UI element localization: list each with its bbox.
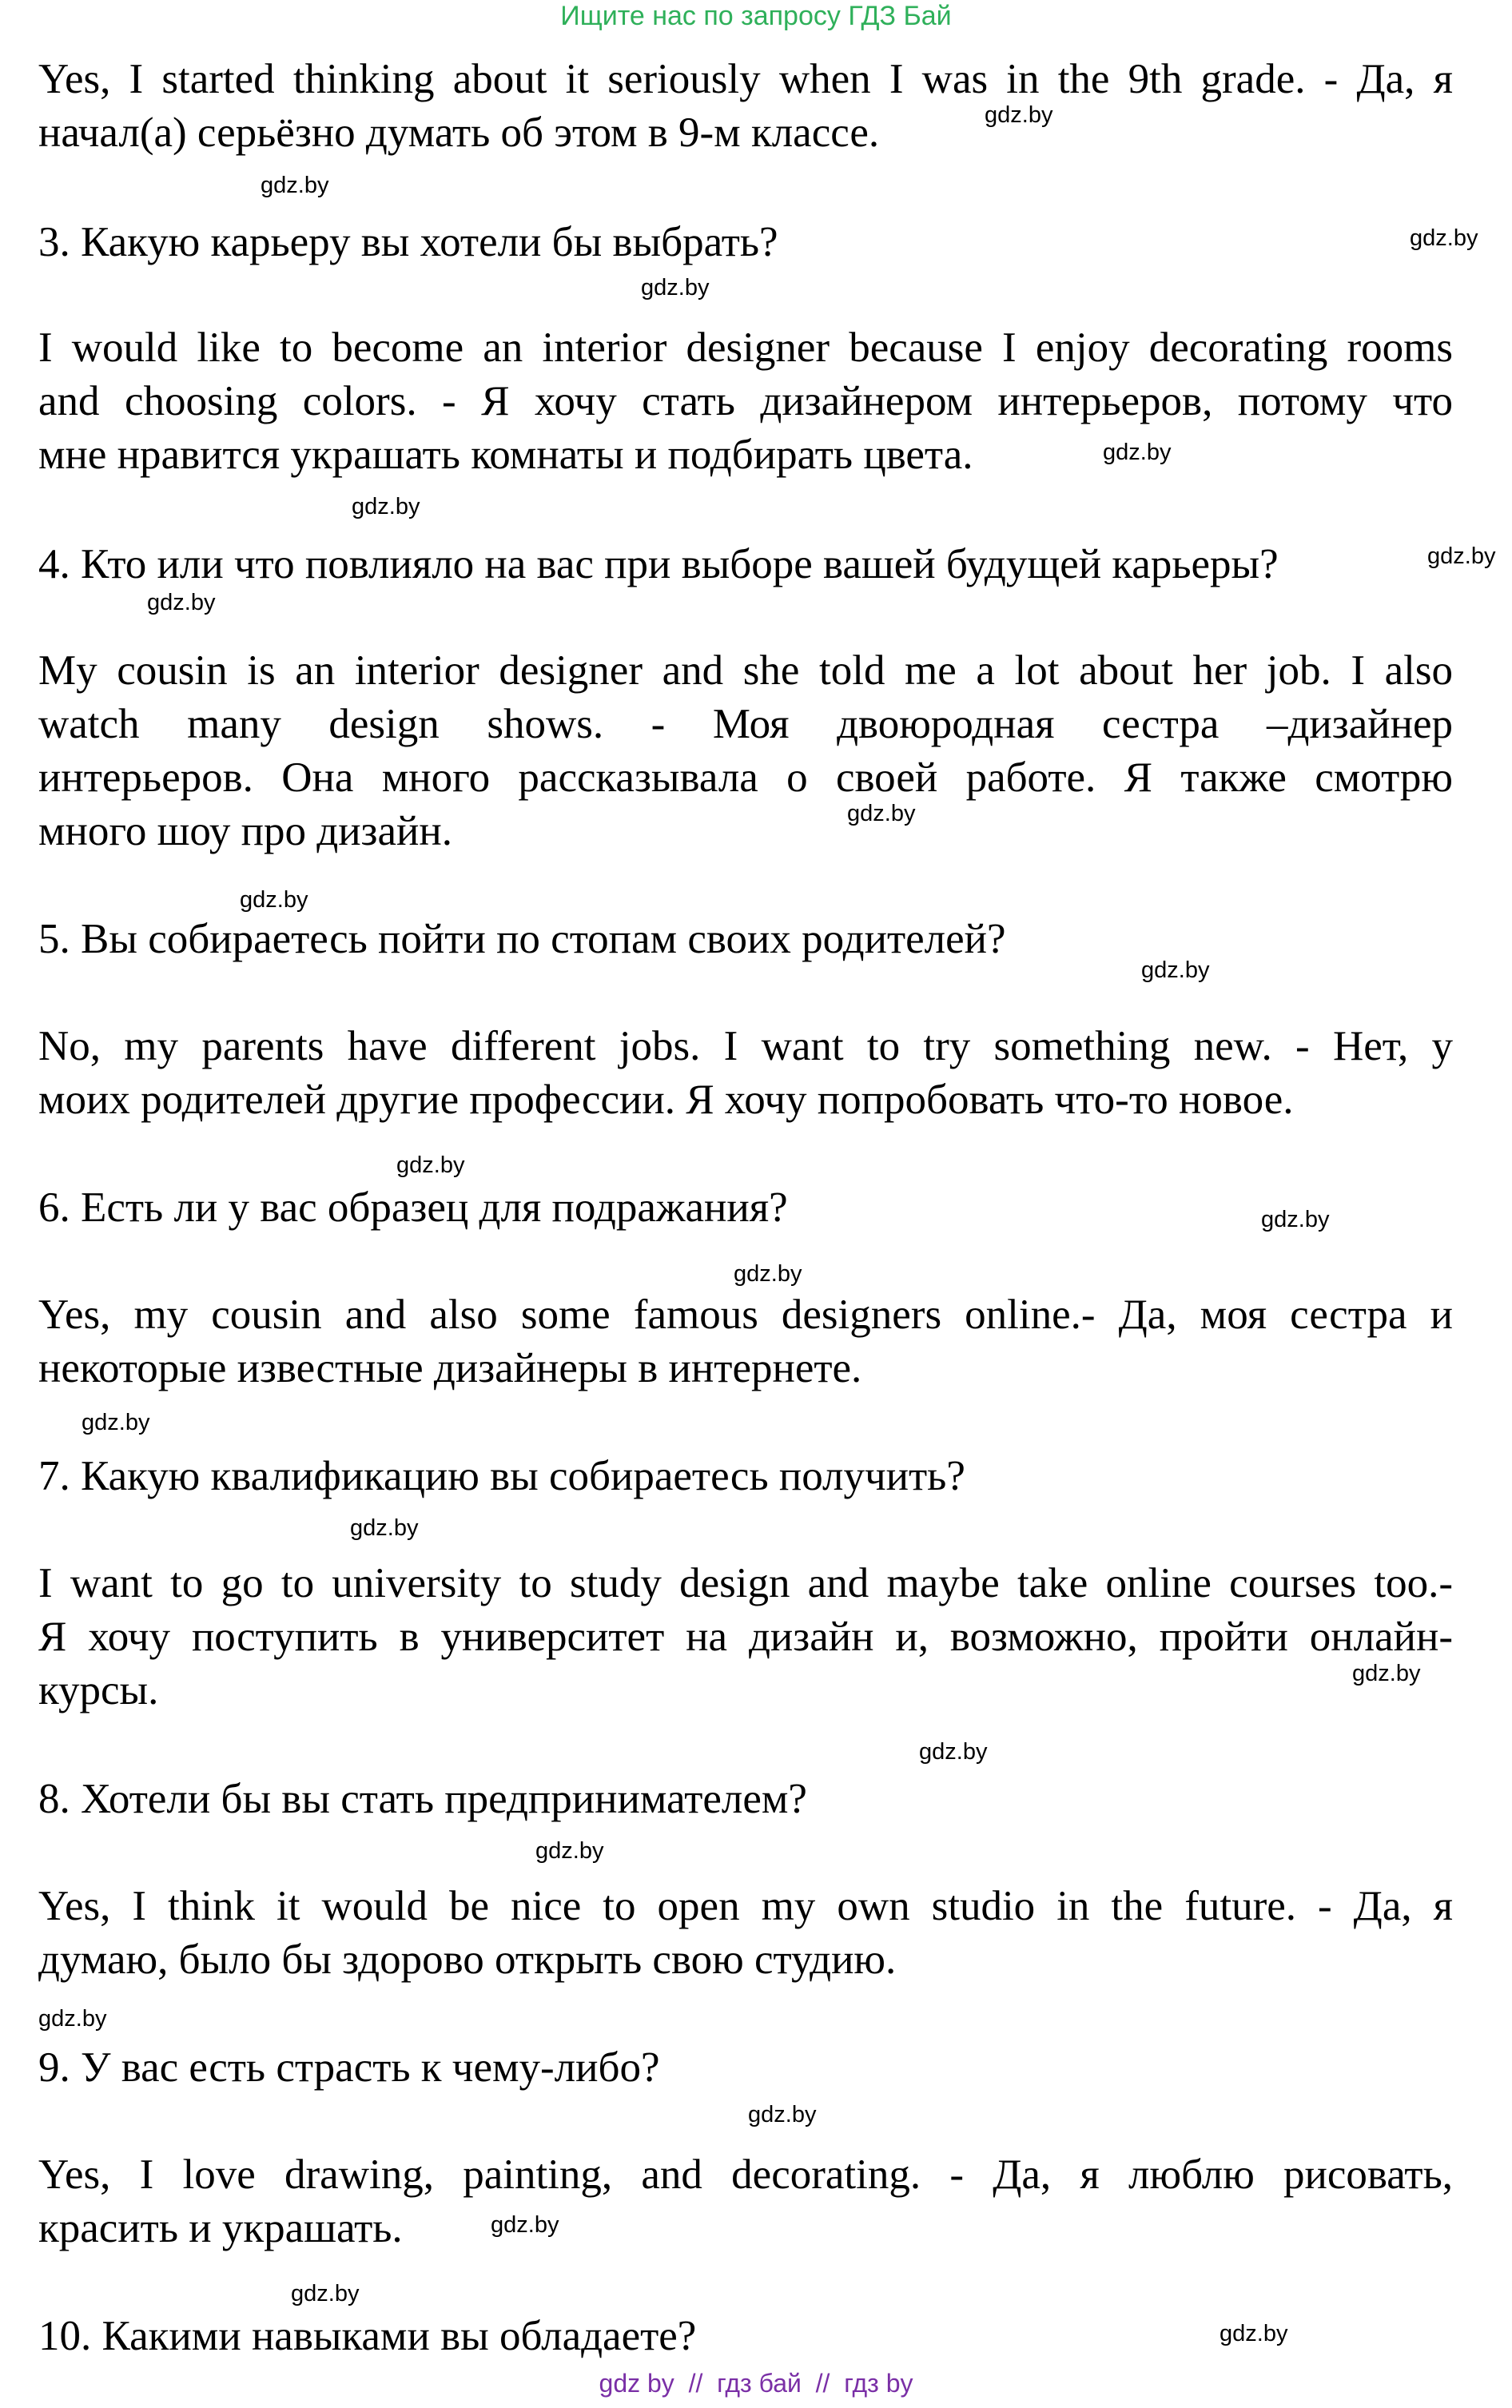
watermark: gdz.by	[985, 102, 1053, 128]
question-9	[38, 2041, 1453, 2095]
watermark: gdz.by	[1103, 440, 1172, 465]
text-line: Yes, my cousin and also some famous designers online.- Да, моя сестра и	[38, 1292, 1453, 1338]
question-6	[38, 1181, 1453, 1235]
text-line: начал(а) серьёзно думать об этом в 9-м классе.	[38, 109, 880, 156]
watermark: gdz.by	[641, 275, 710, 301]
watermark: gdz.by	[1410, 225, 1478, 251]
text-line: мне нравится украшать комнаты и подбирать цвета.	[38, 432, 973, 478]
question-8	[38, 1773, 1453, 1826]
watermark: gdz.by	[352, 494, 420, 519]
text-line: 6. Есть ли у вас образец для подражания?	[38, 1184, 788, 1231]
text-line: Я хочу поступить в университет на дизайн и, возможно, пройти онлайн-	[38, 1614, 1453, 1660]
watermark: gdz.by	[240, 887, 308, 913]
watermark: gdz.by	[1220, 2321, 1288, 2346]
answer-3	[38, 321, 1453, 482]
answer-4	[38, 644, 1453, 858]
text-line: много шоу про дизайн.	[38, 808, 452, 854]
text-line: and choosing colors. - Я хочу стать дизайнером интерьеров, потому что	[38, 378, 1453, 424]
watermark: gdz.by	[1261, 1207, 1330, 1232]
watermark: gdz.by	[291, 2281, 360, 2307]
watermark: gdz.by	[919, 1739, 988, 1765]
text-line: 5. Вы собираетесь пойти по стопам своих родителей?	[38, 916, 1006, 962]
text-line: Yes, I think it would be nice to open my own studio in the future. - Да, я	[38, 1883, 1453, 1929]
question-7	[38, 1450, 1453, 1503]
watermark: gdz.by	[261, 173, 329, 198]
watermark: gdz.by	[535, 1838, 604, 1864]
text-line: красить и украшать.	[38, 2205, 403, 2251]
footer-links[interactable]: gdz by // гдз бай // гдз by	[599, 2369, 913, 2398]
text-line: I want to go to university to study design and maybe take online courses too.-	[38, 1560, 1453, 1606]
watermark: gdz.by	[491, 2212, 559, 2238]
text-line: 8. Хотели бы вы стать предпринимателем?	[38, 1776, 807, 1822]
watermark: gdz.by	[734, 1261, 802, 1287]
watermark: gdz.by	[396, 1152, 465, 1178]
answer-7	[38, 1557, 1453, 1717]
watermark: gdz.by	[38, 2006, 107, 2032]
answer-6	[38, 1288, 1453, 1395]
watermark: gdz.by	[748, 2102, 817, 2127]
text-line: Yes, I started thinking about it seriously when I was in the 9th grade. - Да, я	[38, 56, 1453, 102]
watermark: gdz.by	[847, 801, 916, 826]
question-5	[38, 913, 1453, 966]
text-line: Yes, I love drawing, painting, and decorating. - Да, я люблю рисовать,	[38, 2151, 1453, 2198]
answer-8	[38, 1880, 1453, 1987]
text-line: My cousin is an interior designer and she told me a lot about her job. I also	[38, 647, 1453, 694]
text-line: курсы.	[38, 1667, 159, 1713]
watermark: gdz.by	[1427, 543, 1496, 569]
text-line: I would like to become an interior designer because I enjoy decorating rooms	[38, 324, 1453, 371]
text-line: 9. У вас есть страсть к чему-либо?	[38, 2044, 660, 2091]
text-line: некоторые известные дизайнеры в интернете.	[38, 1345, 862, 1391]
answer-2	[38, 53, 1453, 160]
watermark: gdz.by	[1141, 957, 1210, 983]
watermark: gdz.by	[147, 590, 216, 615]
watermark: gdz.by	[82, 1410, 150, 1435]
text-line: моих родителей другие профессии. Я хочу попробовать что-то новое.	[38, 1077, 1294, 1123]
watermark: gdz.by	[1352, 1661, 1421, 1686]
answer-9	[38, 2148, 1453, 2255]
text-line: watch many design shows. - Моя двоюродная сестра –дизайнер	[38, 701, 1453, 747]
text-line: 10. Какими навыками вы обладаете?	[38, 2313, 697, 2359]
watermark: gdz.by	[350, 1515, 419, 1541]
question-3	[38, 216, 1453, 269]
text-line: думаю, было бы здорово открыть свою студию.	[38, 1936, 897, 1983]
question-4	[38, 538, 1453, 591]
text-line: No, my parents have different jobs. I want to try something new. - Нет, у	[38, 1023, 1453, 1069]
answer-5	[38, 1020, 1453, 1127]
text-line: интерьеров. Она много рассказывала о своей работе. Я также смотрю	[38, 754, 1453, 801]
text-line: 7. Какую квалификацию вы собираетесь получить?	[38, 1453, 965, 1499]
text-line: 4. Кто или что повлияло на вас при выборе вашей будущей карьеры?	[38, 541, 1279, 587]
text-line: 3. Какую карьеру вы хотели бы выбрать?	[38, 219, 778, 265]
search-hint-banner[interactable]: Ищите нас по запросу ГДЗ Бай	[560, 1, 952, 31]
